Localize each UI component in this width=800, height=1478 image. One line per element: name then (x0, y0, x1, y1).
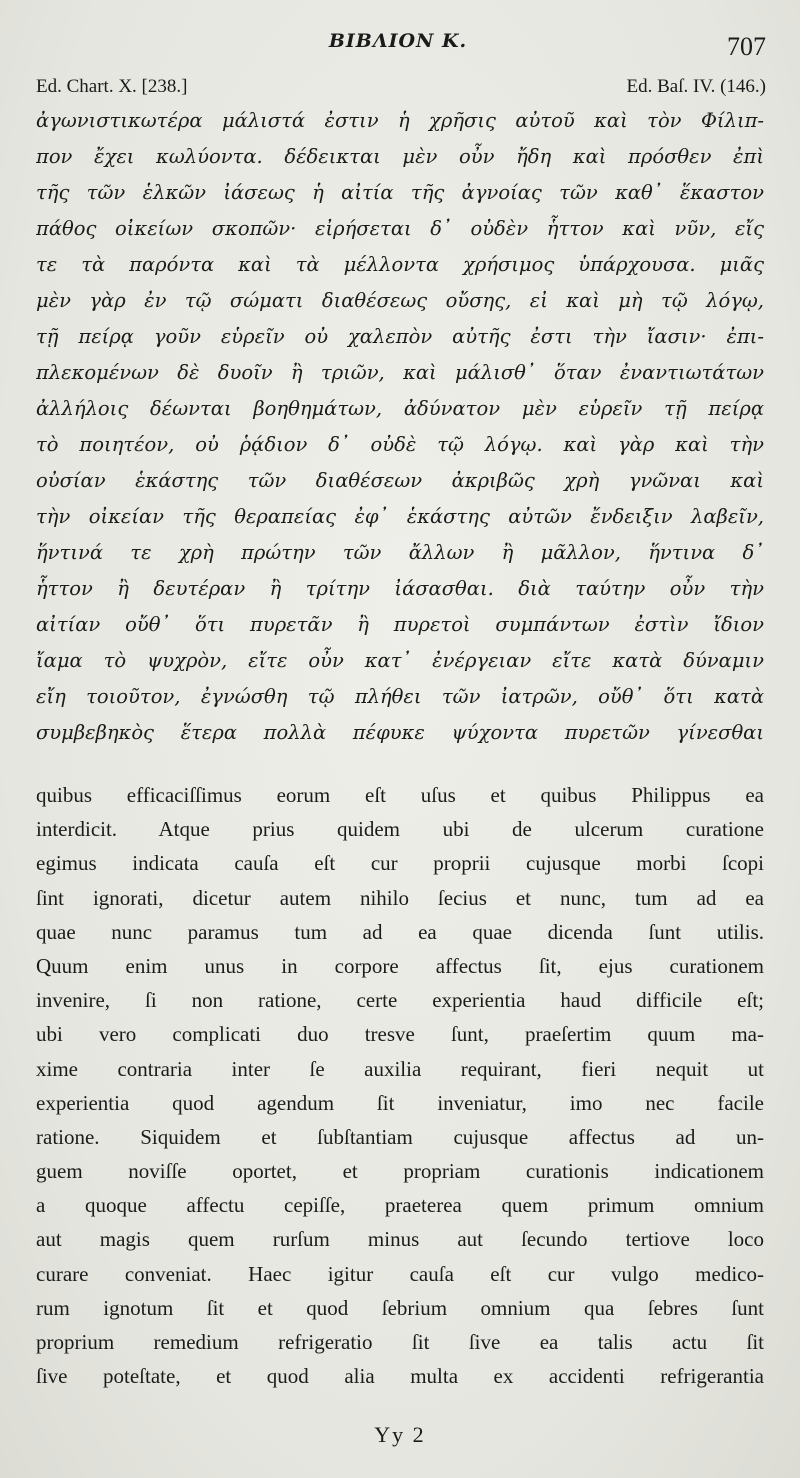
latin-line: invenire, ſi non ratione, certe experientia haud difficile eſt; (36, 988, 764, 1013)
latin-line: curare conveniat. Haec igitur cauſa eſt cur vulgo medico- (36, 1261, 764, 1286)
greek-line: αἰτίαν οὔθ᾽ ὅτι πυρετᾶν ἢ πυρετοὶ συμπάντων ἐστὶν ἴδιον (36, 613, 764, 636)
latin-line: ratione. Siquidem et ſubſtantiam cujusque affectus ad un- (36, 1124, 764, 1149)
greek-line: ἥντινά τε χρὴ πρώτην τῶν ἄλλων ἢ μᾶλλον, ἥντινα δ᾽ (36, 541, 764, 564)
greek-line: τὸ ποιητέον, οὐ ῥᾴδιον δ᾽ οὐδὲ τῷ λόγῳ. καὶ γὰρ καὶ τὴν (36, 433, 764, 456)
latin-line: a quoque affectu cepiſſe, praeterea quem primum omnium (36, 1193, 764, 1218)
greek-line: ἧττον ἢ δευτέραν ἢ τρίτην ἰάσασθαι. διὰ ταύτην οὖν τὴν (36, 577, 764, 600)
latin-line: ſint ignorati, dicetur autem nihilo ſecius et nunc, tum ad ea (36, 885, 764, 910)
latin-text-block (36, 778, 764, 1393)
greek-line: τῇ πείρᾳ γοῦν εὑρεῖν οὐ χαλεπὸν αὐτῆς ἐστι τὴν ἴασιν· ἐπι- (36, 325, 764, 348)
latin-line: Quum enim unus in corpore affectus ſit, ejus curationem (36, 953, 764, 978)
greek-line: τῆς τῶν ἑλκῶν ἰάσεως ἡ αἰτία τῆς ἀγνοίας τῶν καθ᾽ ἕκαστον (36, 181, 764, 204)
greek-text-block (36, 103, 764, 751)
edition-reference-right: Ed. Baſ. IV. (146.) (626, 76, 766, 97)
greek-line: τὴν οἰκείαν τῆς θεραπείας ἐφ᾽ ἑκάστης αὐτῶν ἔνδειξιν λαβεῖν, (36, 505, 764, 528)
latin-line: quibus efficaciſſimus eorum eſt uſus et quibus Philippus ea (36, 783, 764, 807)
greek-line: οὐσίαν ἑκάστης τῶν διαθέσεων ἀκριβῶς χρὴ γνῶναι καὶ (36, 469, 764, 492)
latin-line: egimus indicata cauſa eſt cur proprii cujusque morbi ſcopi (36, 851, 764, 876)
greek-line: πον ἔχει κωλύοντα. δέδεικται μὲν οὖν ἤδη καὶ πρόσθεν ἐπὶ (36, 145, 764, 168)
latin-line: xime contraria inter ſe auxilia requirant, fieri nequit ut (36, 1056, 764, 1081)
greek-line: ἀλλήλοις δέωνται βοηθημάτων, ἀδύνατον μὲν εὑρεῖν τῇ πείρᾳ (36, 397, 764, 420)
latin-line: quae nunc paramus tum ad ea quae dicenda ſunt utilis. (36, 919, 764, 944)
page-number: 707 (727, 32, 766, 61)
latin-line: guem noviſſe oportet, et propriam curationis indicationem (36, 1159, 764, 1184)
greek-line: μὲν γὰρ ἐν τῷ σώματι διαθέσεως οὔσης, εἰ καὶ μὴ τῷ λόγῳ, (36, 289, 764, 312)
greek-line: ἀγωνιστικωτέρα μάλιστά ἐστιν ἡ χρῆσις αὐτοῦ καὶ τὸν Φίλιπ- (36, 109, 764, 132)
running-title (0, 30, 800, 52)
running-title-text: BIBΛIOΝ K. (328, 30, 468, 52)
greek-line: ἴαμα τὸ ψυχρὸν, εἴτε οὖν κατ᾽ ἐνέργειαν εἴτε κατὰ δύναμιν (36, 649, 764, 672)
latin-line: rum ignotum ſit et quod ſebrium omnium qua ſebres ſunt (36, 1295, 764, 1320)
latin-line: ſive poteſtate, et quod alia multa ex accidenti refrigerantia (36, 1364, 764, 1389)
greek-line: εἴη τοιοῦτον, ἐγνώσθη τῷ πλήθει τῶν ἰατρῶν, οὔθ᾽ ὅτι κατὰ (36, 685, 764, 708)
greek-line: συμβεβηκὸς ἕτερα πολλὰ πέφυκε ψύχοντα πυρετῶν γίνεσθαι (36, 721, 764, 744)
latin-line: experientia quod agendum ſit inveniatur, imo nec facile (36, 1090, 764, 1115)
greek-line: πάθος οἰκείων σκοπῶν· εἰρήσεται δ᾽ οὐδὲν ἧττον καὶ νῦν, εἴς (36, 217, 764, 240)
latin-line: interdicit. Atque prius quidem ubi de ulcerum curatione (36, 817, 764, 842)
greek-line: πλεκομένων δὲ δυοῖν ἢ τριῶν, καὶ μάλισθ᾽ ὅταν ἐναντιωτάτων (36, 361, 764, 384)
latin-line: ubi vero complicati duo tresve ſunt, praeſertim quum ma- (36, 1022, 764, 1047)
latin-line: proprium remedium refrigeratio ſit ſive ea talis actu ſit (36, 1330, 764, 1354)
edition-reference-left: Ed. Chart. X. [238.] (36, 76, 188, 97)
signature-mark: Yy 2 (374, 1422, 426, 1447)
latin-line: aut magis quem rurſum minus aut ſecundo tertiove loco (36, 1227, 764, 1252)
greek-line: τε τὰ παρόντα καὶ τὰ μέλλοντα χρήσιμος ὑπάρχουσα. μιᾶς (36, 253, 764, 276)
